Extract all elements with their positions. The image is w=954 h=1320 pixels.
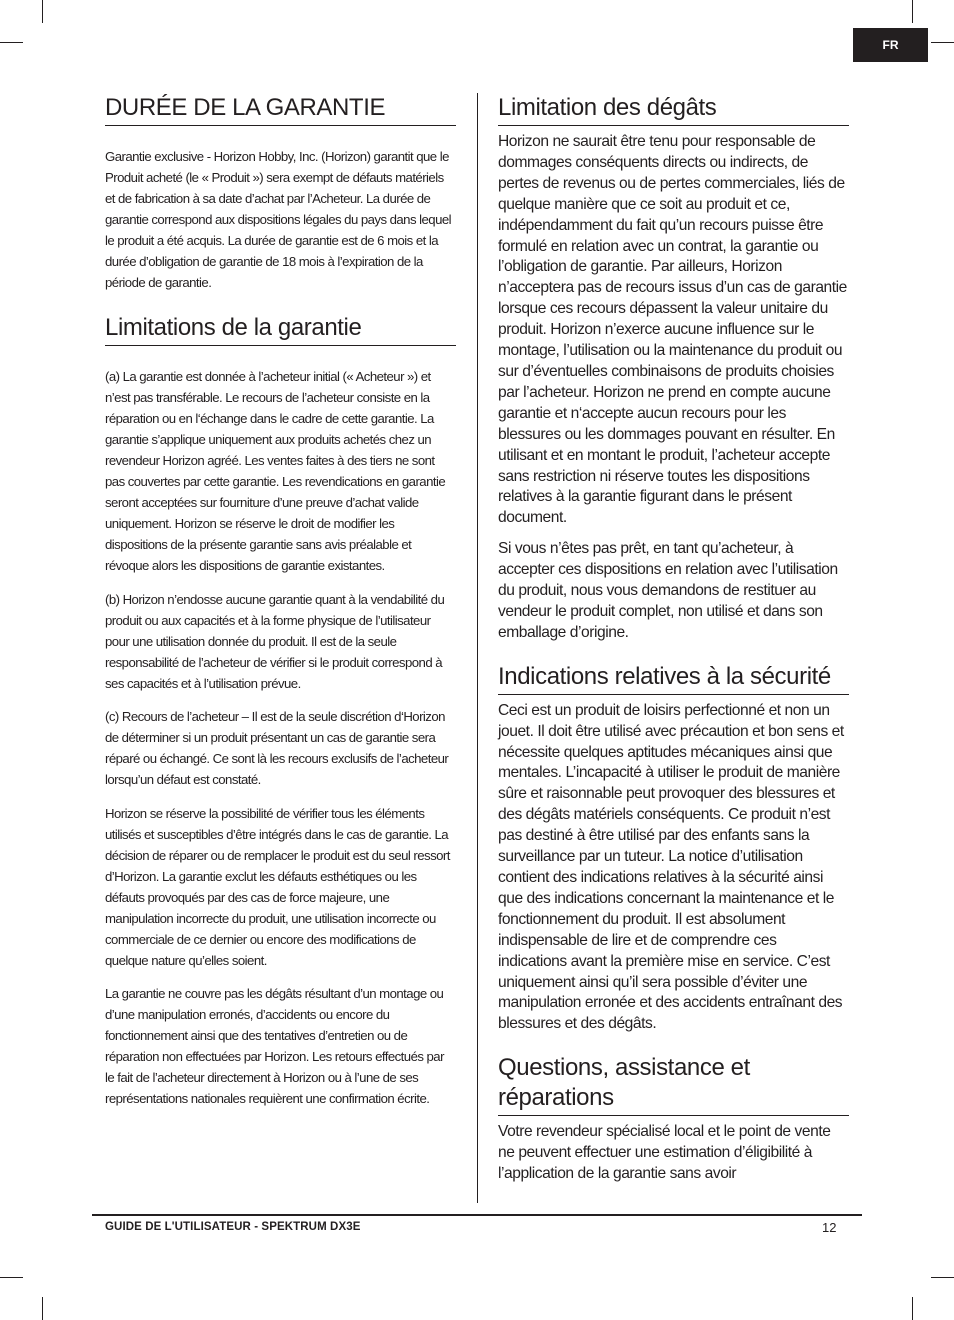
crop-mark	[931, 1277, 954, 1278]
page-number: 12	[822, 1220, 837, 1235]
paragraph: (b) Horizon n’endosse aucune garantie quant à la vendabilité du produit ou aux capacités et à la forme physique de l’utilisateur pour une utilisation donnée du produit. Il est de la seule responsabilité de l’acheteur de vérifier si le produit correspond à ses capacités et à l’utilisation prévue.	[105, 591, 445, 691]
crop-mark	[0, 42, 23, 43]
left-column	[105, 93, 456, 1122]
paragraph: Ceci est un produit de loisirs perfectionné et non un jouet. Il doit être utilisé avec précaution et bon sens et nécessite quelques aptitudes mécaniques ainsi que mentales. L’incapacité à utiliser le produit de manière sûre et raisonnable peut provoquer des blessures et des dégâts matériels conséquents. Ce produit n’est pas destiné à être utilisé par des enfants sans la surveillance par un tuteur. La notice d’utilisation contient des indications relatives à la sécurité ainsi que des indications concernant la maintenance et le fonctionnement du produit. Il est absolument indispensable de lire et de comprendre ces indications avant la première mise en service. C’est uniquement ainsi qu’il sera possible d’éviter une manipulation erronée et des accidents entraînant des blessures et des dégâts.	[498, 701, 844, 1033]
crop-mark	[42, 1297, 43, 1320]
paragraph: Horizon se réserve la possibilité de vérifier tous les éléments utilisés et susceptibles d’être intégrés dans le cas de garantie. La décision de réparer ou de remplacer le produit est du seul ressort d’Horizon. La garantie exclut les défauts esthétiques ou les défauts provoqués par des cas de force majeure, une manipulation incorrecte du produit, une utilisation incorrecte ou commerciale de ce dernier ou encore des modifications de quelque nature qu’elles soient.	[105, 805, 450, 968]
column-divider	[477, 93, 478, 1203]
paragraph: Garantie exclusive - Horizon Hobby, Inc. (Horizon) garantit que le Produit acheté (le « Produit ») sera exempt de défauts matériels et de fabrication à sa date d’achat par l’Acheteur. La durée de garantie correspond aux dispositions légales du pays dans lequel le produit a été acquis. La durée de garantie est de 6 mois et la durée d’obligation de garantie de 18 mois à l’expiration de la période de garantie.	[105, 149, 452, 290]
footer-title: GUIDE DE L'UTILISATEUR - SPEKTRUM DX3E	[105, 1221, 361, 1233]
heading-indications-securite: Indications relatives à la sécurité	[498, 662, 849, 695]
paragraph: (a) La garantie est donnée à l’acheteur initial (« Acheteur ») et n’est pas transférable. Le recours de l’acheteur consiste en la réparation ou en l‘échange dans le cadre de cette garantie. La garantie s’applique uniquement aux produits achetés chez un revendeur Horizon agréé. Les ventes faites à des tiers ne sont pas couvertes par cette garantie. Les revendications en garantie seront acceptées sur fourniture d’une preuve d’achat valide uniquement. Horizon se réserve le droit de modifier les dispositions de la présente garantie sans avis préalable et révoque alors les dispositions de garantie existantes.	[105, 369, 446, 573]
crop-mark	[931, 42, 954, 43]
heading-questions-assistance: Questions, assistance et réparations	[498, 1053, 849, 1116]
heading-limitations-garantie: Limitations de la garantie	[105, 313, 456, 346]
right-column	[498, 93, 849, 1195]
paragraph: La garantie ne couvre pas les dégâts résultant d’un montage ou d’une manipulation erronés, d’accidents ou encore du fonctionnement ainsi que des tentatives d’entretien ou de réparation non effectuées par Horizon. Les retours effectués par le fait de l’acheteur directement à Horizon ou à l’une de ses représentations nationales requièrent une confirmation écrite.	[105, 986, 444, 1106]
crop-mark	[912, 1297, 913, 1320]
heading-limitation-degats: Limitation des dégâts	[498, 93, 849, 126]
heading-duree-garantie: DURÉE DE LA GARANTIE	[105, 93, 456, 126]
paragraph: Si vous n’êtes pas prêt, en tant qu’acheteur, à accepter ces dispositions en relation avec l’utilisation du produit, nous vous demandons de restituer au vendeur le produit complet, non utilisé et dans son emballage d’origine.	[498, 540, 838, 641]
footer-rule	[92, 1214, 862, 1216]
crop-mark	[0, 1277, 23, 1278]
crop-mark	[42, 0, 43, 23]
crop-mark	[912, 0, 913, 23]
paragraph: Horizon ne saurait être tenu pour responsable de dommages conséquents directs ou indirects, de pertes de revenus ou de pertes commerciales, liés de quelque manière que ce soit au produit et ce, indépendamment du fait qu’un recours puisse être formulé en relation avec un contrat, la garantie ou l’obligation de garantie. Par ailleurs, Horizon n’acceptera pas de recours issus d’un cas de garantie lorsque ces recours dépassent la valeur unitaire du produit. Horizon n’exerce aucune influence sur le montage, l’utilisation ou la maintenance du produit ou sur d’éventuelles combinaisons de produits choisies par l’acheteur. Horizon ne prend en compte aucune garantie et n‘accepte aucun recours pour les blessures ou les dommages pouvant en résulter. En utilisant et en montant le produit, l’acheteur accepte sans restriction ni réserve toutes les dispositions relatives à la garantie figurant dans le présent document.	[498, 133, 847, 527]
paragraph: Votre revendeur spécialisé local et le point de vente ne peuvent effectuer une estimation d’éligibilité à l’application de la garantie sans avoir	[498, 1123, 831, 1183]
paragraph: (c) Recours de l’acheteur – Il est de la seule discrétion d‘Horizon de déterminer si un produit présentant un cas de garantie sera réparé ou échangé. Ce sont là les recours exclusifs de l’acheteur lorsqu’un défaut est constaté.	[105, 709, 449, 787]
language-tab: FR	[853, 28, 928, 62]
